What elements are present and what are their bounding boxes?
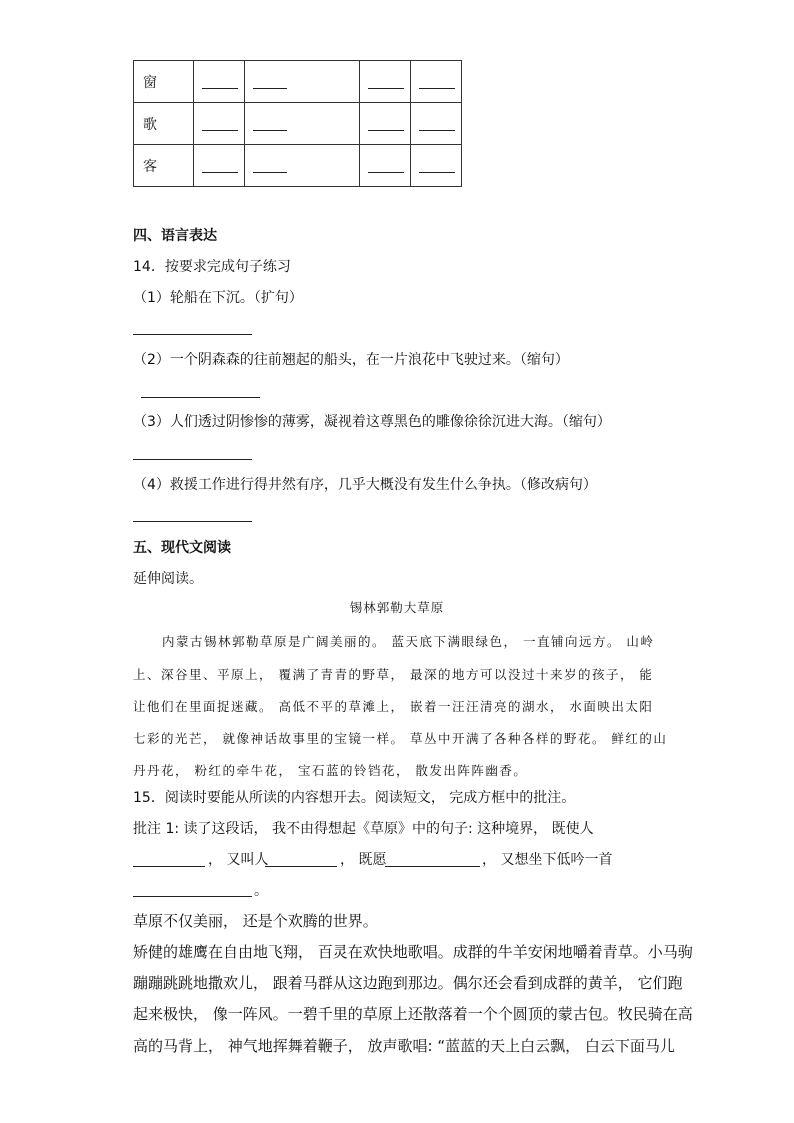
- blank-cell[interactable]: [360, 61, 411, 103]
- passage-line: 上、深谷里、平原上， 覆满了青青的野草， 最深的地方可以没过十来岁的孩子， 能: [133, 667, 654, 682]
- blank-cell[interactable]: [411, 103, 462, 145]
- answer-line[interactable]: [141, 397, 260, 398]
- blank-cell[interactable]: [411, 145, 462, 187]
- annotation-blank[interactable]: [133, 866, 205, 867]
- table-char-cell: 歌: [134, 103, 194, 145]
- blank-cell[interactable]: [194, 103, 245, 145]
- annotation-text: ， 又叫人: [208, 852, 269, 868]
- passage-line: 七彩的光芒， 就像神话故事里的宝镜一样。 草丛中开满了各种各样的野花。 鲜红的山: [133, 731, 668, 746]
- passage-line: 内蒙古锡林郭勒草原是广阔美丽的。 蓝天底下满眼绿色， 一直铺向远方。 山岭: [162, 634, 655, 649]
- body-paragraph: 草原不仅美丽， 还是个欢腾的世界。: [133, 912, 378, 930]
- annotation-blank[interactable]: [133, 896, 252, 897]
- blank-cell[interactable]: [411, 61, 462, 103]
- table-row: [134, 61, 462, 103]
- annotation-text: 。: [254, 883, 268, 899]
- answer-line[interactable]: [133, 334, 252, 335]
- body-line: 高的马背上， 神气地挥舞着鞭子， 放声歌唱: “蓝蓝的天上白云飘， 白云下面马儿: [133, 1037, 675, 1055]
- question-title: 14．按要求完成句子练习: [133, 259, 291, 275]
- blank-cell[interactable]: [245, 103, 360, 145]
- table-row: [134, 103, 462, 145]
- section-heading: 五、现代文阅读: [133, 540, 231, 556]
- blank-cell[interactable]: [245, 145, 360, 187]
- blank-cell[interactable]: [245, 61, 360, 103]
- body-line: 矫健的雄鹰在自由地飞翔， 百灵在欢快地歌唱。成群的牛羊安闲地嚼着青草。小马驹: [133, 943, 693, 961]
- answer-line[interactable]: [133, 521, 252, 522]
- blank-cell[interactable]: [360, 103, 411, 145]
- sub-question: （2）一个阴森森的往前翘起的船头，在一片浪花中飞驶过来。（缩句）: [133, 352, 569, 368]
- body-line: 蹦蹦跳跳地撒欢儿， 跟着马群从这边跑到那边。偶尔还会看到成群的黄羊， 它们跑: [133, 974, 683, 992]
- passage-line: 让他们在里面捉迷藏。 高低不平的草滩上， 嵌着一汪汪清亮的湖水， 水面映出太阳: [133, 699, 654, 714]
- passage-title: 锡林郭勒大草原: [349, 600, 445, 615]
- table-char-cell: 客: [134, 145, 194, 187]
- annotation-text: ， 既愿: [340, 852, 387, 868]
- blank-cell[interactable]: [194, 61, 245, 103]
- annotation-blank[interactable]: [265, 866, 337, 867]
- blank-cell[interactable]: [360, 145, 411, 187]
- table-char-cell: 窗: [134, 61, 194, 103]
- question-title: 15．阅读时要能从所读的内容想开去。阅读短文， 完成方框中的批注。: [133, 790, 576, 806]
- blank-cell[interactable]: [194, 145, 245, 187]
- sub-question: （4）救援工作进行得井然有序，几乎大概没有发生什么争执。（修改病句）: [133, 477, 597, 493]
- annotation-text: ， 又想坐下低吟一首: [482, 852, 613, 868]
- word-table: [133, 60, 462, 187]
- sub-question: （1）轮船在下沉。（扩句）: [133, 290, 303, 306]
- table-row: [134, 145, 462, 187]
- passage-line: 丹丹花， 粉红的牵牛花， 宝石蓝的铃铛花， 散发出阵阵幽香。: [133, 763, 528, 778]
- annotation-text: 批注 1: 读了这段话， 我不由得想起《草原》中的句子: 这种境界， 既使人: [133, 821, 594, 837]
- reading-intro: 延伸阅读。: [133, 571, 203, 587]
- body-line: 起来极快， 像一阵风。一碧千里的草原上还散落着一个个圆顶的蒙古包。牧民骑在高: [133, 1005, 693, 1023]
- annotation-blank[interactable]: [385, 866, 480, 867]
- section-heading: 四、语言表达: [133, 228, 217, 244]
- answer-line[interactable]: [133, 459, 252, 460]
- sub-question: （3）人们透过阴惨惨的薄雾，凝视着这尊黑色的雕像徐徐沉进大海。（缩句）: [133, 414, 611, 430]
